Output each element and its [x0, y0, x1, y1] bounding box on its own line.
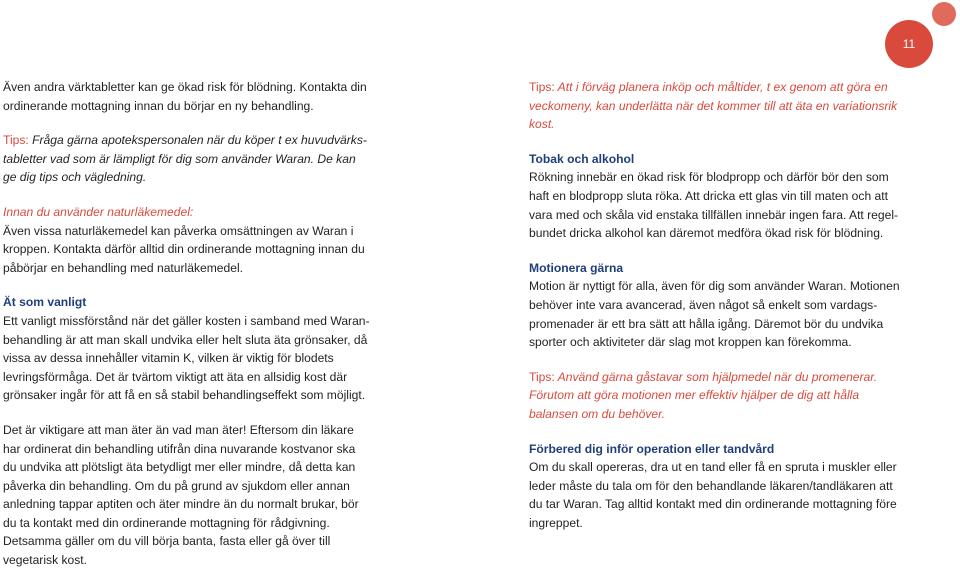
tip-text: Använd gärna gåstavar som hjälpmedel när du promenerar. Förutom att göra motionen mer effektiv hjälper de dig att hålla balansen om du behöver. — [529, 369, 878, 421]
heading-eat-normally: Ät som vanligt — [3, 295, 87, 310]
heading-natural-medicine: Innan du använder naturläkemedel: — [3, 204, 194, 219]
tip-meal-planning — [529, 78, 905, 134]
paragraph-diet-changes: Det är viktigare att man äter än vad man äter! Eftersom din läkare har ordinerat din behandling utifrån dina nuvarande kostvanor ska du undvika att plötsligt äta betydligt mer eller mindre, då detta kan påverka din behandling. Om du på grund av sjukdom eller annan anledning tappar aptiten och äter mindre än du normalt brukar, bör du ta kontakt med din ordinerande mottagning för rådgivning. Detsamma gäller om du vill börja banta, fasta eller gå över till vegetarisk kost. — [3, 422, 359, 568]
paragraph-diet: Ett vanligt missförstånd när det gäller kosten i samband med Waranbehandling är att man skall undvika eller helt sluta äta grönsaker, då vissa av dessa innehåller vitamin K, vilken är viktig för blodets levringsförmåga. Det är tvärtom viktigt att äta en allsidig kost där grönsaker ingår för att få en så stabil behandlingseffekt som möjligt. — [3, 313, 370, 403]
paragraph-natural-medicine: Även vissa naturläkemedel kan påverka omsättningen av Waran i kroppen. Kontakta därför alltid din ordinerande mottagning innan du påbörjar en behandling med naturläkemedel. — [3, 223, 365, 275]
decorative-dot — [932, 2, 956, 26]
tip-label: Tips: — [529, 80, 555, 94]
paragraph-exercise: Motion är nyttigt för alla, även för dig som använder Waran. Motionen behöver inte vara avancerad, även något så enkelt som vardagspromenader är ett bra sätt att hålla igång. Däremot bör du undvika sporter och aktiviteter där slag mot kroppen kan förekomma. — [529, 279, 900, 350]
heading-surgery-dental: Förbered dig inför operation eller tandvård — [529, 441, 775, 456]
right-column — [529, 78, 905, 532]
tip-label: Tips: — [529, 369, 555, 384]
paragraph-surgery-dental: Om du skall opereras, dra ut en tand eller få en spruta i muskler eller leder måste du tala om för den behandlande läkaren/tandläkaren att du tar Waran. Tag alltid kontakt med din ordinerande mottagning före ingreppet. — [529, 460, 897, 530]
page-number-badge — [885, 20, 933, 68]
left-column — [3, 78, 371, 570]
paragraph-painkillers: Även andra värktabletter kan ge ökad risk för blödning. Kontakta din ordinerande mottagning innan du börjar en ny behandling. — [3, 80, 367, 113]
heading-tobacco-alcohol: Tobak och alkohol — [529, 151, 635, 166]
heading-exercise: Motionera gärna — [529, 260, 624, 275]
tip-text: Fråga gärna apotekspersonalen när du köper t ex huvudvärkstabletter vad som är lämpligt för dig som använder Waran. De kan ge dig tips och vägledning. — [3, 133, 367, 185]
tip-label: Tips: — [3, 133, 29, 148]
tip-pharmacy — [3, 131, 371, 187]
page-number: 11 — [902, 37, 916, 51]
tip-walking-poles — [529, 368, 905, 424]
paragraph-tobacco-alcohol: Rökning innebär en ökad risk för blodpropp och därför bör den som haft en blodpropp sluta röka. Att dricka ett glas vin till maten och att vara med och skåla vid enstaka tillfällen innebär ingen fara. Att regelbundet dricka alkohol kan däremot medföra ökad risk för blödning. — [529, 170, 899, 241]
tip-text: Att i förväg planera inköp och måltider, t ex genom att göra en veckomeny, kan underlätta när det kommer till att äta en variationsrik kost. — [529, 80, 898, 132]
